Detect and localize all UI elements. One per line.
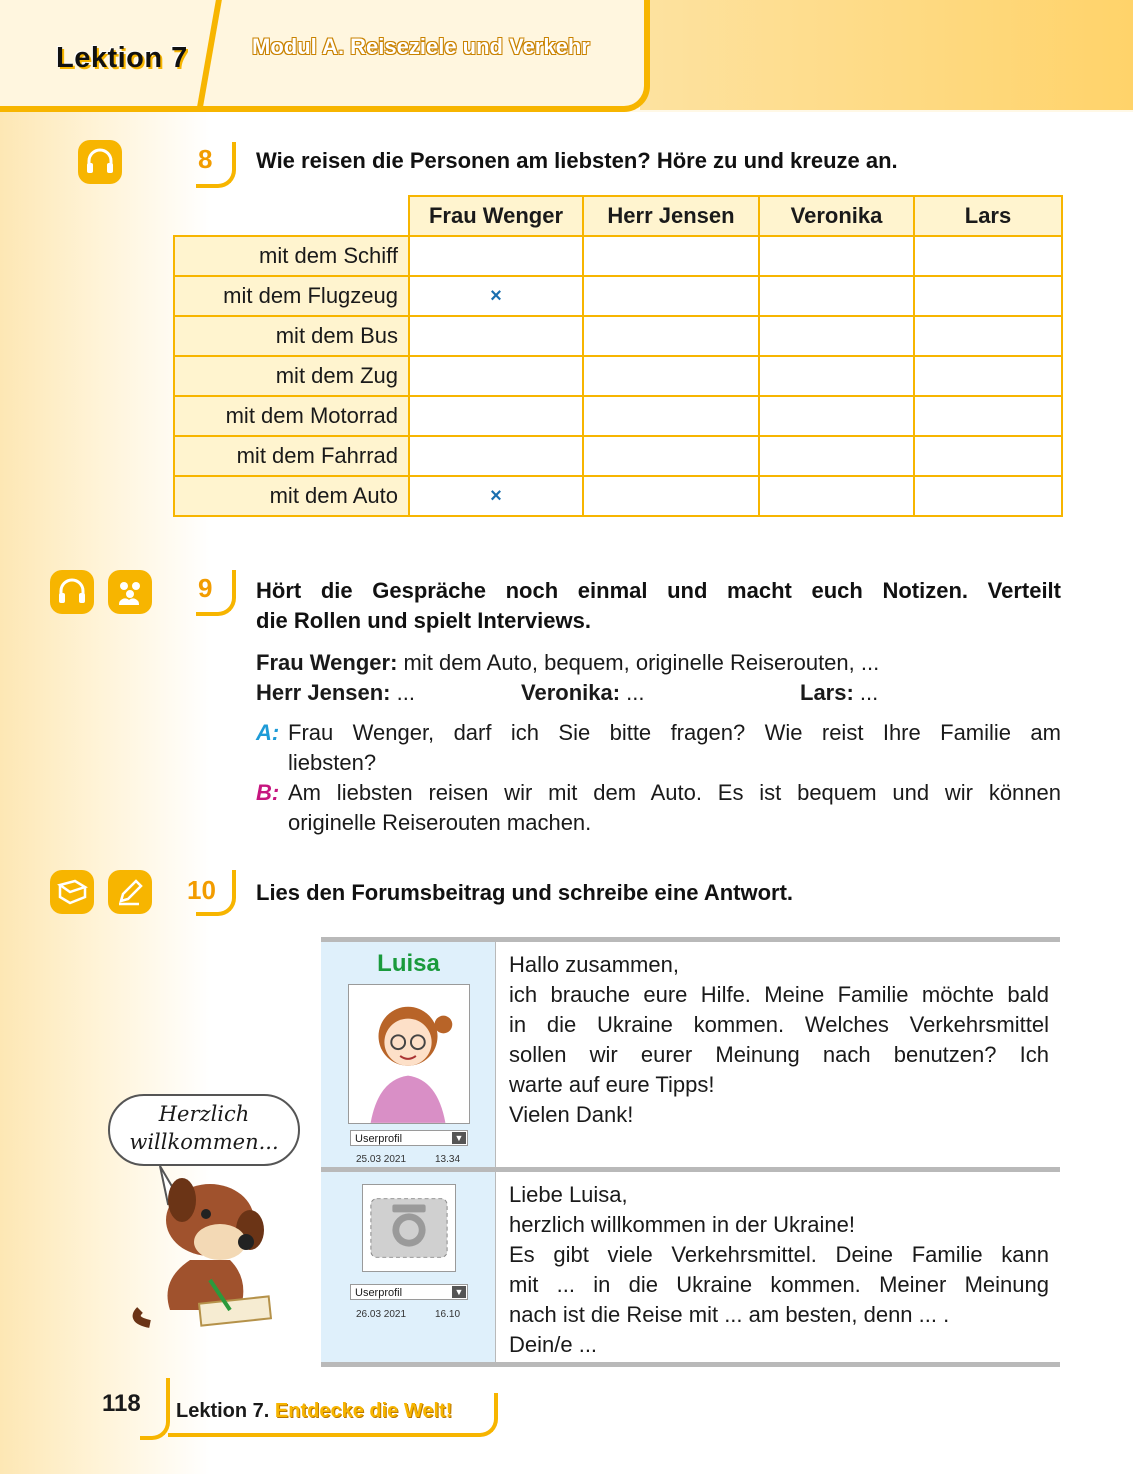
check-cell[interactable] — [583, 436, 759, 476]
dialog-line: liebsten? — [288, 750, 377, 775]
note-label: Veronika: — [521, 680, 621, 705]
note-text: ... — [626, 680, 645, 705]
instruction-line: Hört die Gespräche noch einmal und macht euch Notizen. Verteilt — [256, 578, 1061, 603]
row-label: mit dem Flugzeug — [174, 276, 409, 316]
row-label: mit dem Motorrad — [174, 396, 409, 436]
dialog-a-text — [288, 718, 1061, 778]
row-label: mit dem Auto — [174, 476, 409, 516]
check-cell[interactable] — [759, 396, 914, 436]
check-cell[interactable] — [583, 236, 759, 276]
group-icon — [108, 570, 152, 614]
message-line: warte auf eure Tipps! — [509, 1072, 715, 1097]
message-line: Vielen Dank! — [509, 1102, 634, 1127]
table-row — [174, 236, 1062, 276]
dialog-line: originelle Reiserouten machen. — [288, 810, 592, 835]
note-veronika — [521, 678, 645, 708]
footer-bracket — [140, 1378, 170, 1440]
note-text: ... — [396, 680, 415, 705]
row-label: mit dem Zug — [174, 356, 409, 396]
table-row — [174, 356, 1062, 396]
bubble-line: willkommen... — [129, 1130, 279, 1154]
check-cell[interactable] — [914, 276, 1062, 316]
task-10-number: 10 — [187, 875, 216, 905]
message-line: Es gibt viele Verkehrsmittel. Deine Familie kann — [509, 1242, 1049, 1267]
task-9-instruction — [256, 576, 1061, 636]
column-header: Frau Wenger — [409, 196, 583, 236]
pencil-icon — [108, 870, 152, 914]
module-title: Modul A. Reiseziele und Verkehr — [252, 34, 590, 59]
check-cell[interactable] — [409, 236, 583, 276]
check-cell[interactable] — [409, 396, 583, 436]
footer-title — [176, 1400, 452, 1423]
author-name: Luisa — [377, 950, 440, 977]
dialog-line: Am liebsten reisen wir mit dem Auto. Es ist bequem und wir können — [288, 780, 1061, 805]
table-row — [174, 476, 1062, 516]
message-line: Dein/e ... — [509, 1332, 598, 1357]
travel-table — [173, 195, 1063, 517]
message-line: sollen wir eurer Meinung nach benutzen? Ich — [509, 1042, 1049, 1067]
message-line: nach ist die Reise mit ... am besten, denn ... . — [509, 1302, 950, 1327]
dropdown-label: Userprofil — [355, 1287, 403, 1299]
forum-thread — [321, 937, 1060, 1367]
camera-placeholder-icon — [363, 1185, 455, 1271]
check-cell[interactable] — [914, 316, 1062, 356]
post-time: 16.10 — [435, 1309, 461, 1320]
message-line: mit ... in die Ukraine kommen. Meiner Meinung — [509, 1272, 1049, 1297]
column-header: Lars — [914, 196, 1062, 236]
girl-avatar-icon — [349, 985, 469, 1123]
dropdown-label: Userprofil — [355, 1133, 403, 1145]
post-message — [509, 1180, 1049, 1360]
task-8-instruction: Wie reisen die Personen am liebsten? Höre zu und kreuze an. — [256, 148, 898, 173]
check-cell[interactable] — [583, 396, 759, 436]
avatar — [362, 1184, 456, 1272]
message-line: Hallo zusammen, — [509, 952, 679, 977]
row-label: mit dem Fahrrad — [174, 436, 409, 476]
check-cell[interactable] — [759, 356, 914, 396]
bubble-line: Herzlich — [158, 1102, 250, 1126]
dog-illustration-icon — [120, 1160, 290, 1340]
user-profile-dropdown[interactable] — [350, 1284, 468, 1300]
table-row — [174, 316, 1062, 356]
check-cell[interactable] — [759, 276, 914, 316]
task-8-number: 8 — [198, 144, 213, 174]
dialog-b-label: B: — [256, 780, 280, 805]
message-line: in die Ukraine kommen. Welches Verkehrsmittel — [509, 1012, 1049, 1037]
check-cell[interactable] — [914, 396, 1062, 436]
note-text: ... — [859, 680, 879, 705]
dialog-line: Frau Wenger, darf ich Sie bitte fragen? Wie reist Ihre Familie am — [288, 720, 1061, 745]
table-row — [174, 436, 1062, 476]
post-time: 13.34 — [435, 1154, 461, 1165]
note-text: mit dem Auto, bequem, originelle Reiserouten, ... — [403, 650, 880, 675]
chevron-down-icon: ▼ — [452, 1286, 466, 1298]
check-cell[interactable]: × — [409, 276, 583, 316]
post-date: 26.03 2021 — [356, 1309, 407, 1320]
check-cell[interactable] — [583, 356, 759, 396]
check-cell[interactable] — [583, 316, 759, 356]
post-date: 25.03 2021 — [356, 1154, 407, 1165]
headphones-icon — [50, 570, 94, 614]
check-cell[interactable] — [914, 236, 1062, 276]
note-label: Lars: — [800, 680, 854, 705]
message-line: Liebe Luisa, — [509, 1182, 628, 1207]
check-cell[interactable] — [759, 476, 914, 516]
row-label: mit dem Bus — [174, 316, 409, 356]
check-cell[interactable] — [914, 476, 1062, 516]
footer-lesson: Lektion 7. — [176, 1400, 270, 1422]
message-line: herzlich willkommen in der Ukraine! — [509, 1212, 856, 1237]
note-label: Frau Wenger: — [256, 650, 398, 675]
column-header: Veronika — [759, 196, 914, 236]
message-line: ich brauche eure Hilfe. Meine Familie möchte bald — [509, 982, 1049, 1007]
avatar — [348, 984, 470, 1124]
post-message — [509, 950, 1049, 1130]
chevron-down-icon: ▼ — [452, 1132, 466, 1144]
check-cell[interactable] — [583, 276, 759, 316]
footer-subtitle: Entdecke die Welt! — [274, 1400, 453, 1422]
row-label: mit dem Schiff — [174, 236, 409, 276]
note-frau-wenger — [256, 648, 879, 678]
check-cell[interactable] — [759, 316, 914, 356]
book-icon — [50, 870, 94, 914]
dialog-a-label: A: — [256, 720, 280, 745]
table-header-row — [174, 196, 1062, 236]
user-panel — [321, 942, 496, 1172]
instruction-line: die Rollen und spielt Interviews. — [256, 608, 591, 633]
check-cell[interactable] — [759, 236, 914, 276]
task-9-number: 9 — [198, 573, 213, 603]
check-cell[interactable] — [914, 436, 1062, 476]
headphones-icon — [78, 140, 122, 184]
note-label: Herr Jensen: — [256, 680, 391, 705]
check-cell[interactable] — [583, 476, 759, 516]
user-profile-dropdown[interactable] — [350, 1130, 468, 1146]
dialog-b-text — [288, 778, 1061, 838]
note-lars — [800, 678, 878, 708]
check-cell[interactable] — [409, 316, 583, 356]
table-row — [174, 276, 1062, 316]
forum-post — [321, 1167, 1060, 1367]
user-panel — [321, 1172, 496, 1362]
lesson-label: Lektion 7 — [56, 42, 188, 74]
check-cell[interactable] — [914, 356, 1062, 396]
column-header: Herr Jensen — [583, 196, 759, 236]
check-cell[interactable]: × — [409, 476, 583, 516]
header-accent — [640, 0, 1133, 110]
check-cell[interactable] — [409, 356, 583, 396]
speech-bubble — [108, 1094, 300, 1166]
check-cell[interactable] — [409, 436, 583, 476]
table-row — [174, 396, 1062, 436]
task-10-instruction: Lies den Forumsbeitrag und schreibe eine Antwort. — [256, 880, 794, 905]
forum-post — [321, 937, 1060, 1172]
table-corner — [174, 196, 409, 236]
page-number: 118 — [102, 1390, 141, 1417]
check-cell[interactable] — [759, 436, 914, 476]
note-herr-jensen — [256, 678, 415, 708]
